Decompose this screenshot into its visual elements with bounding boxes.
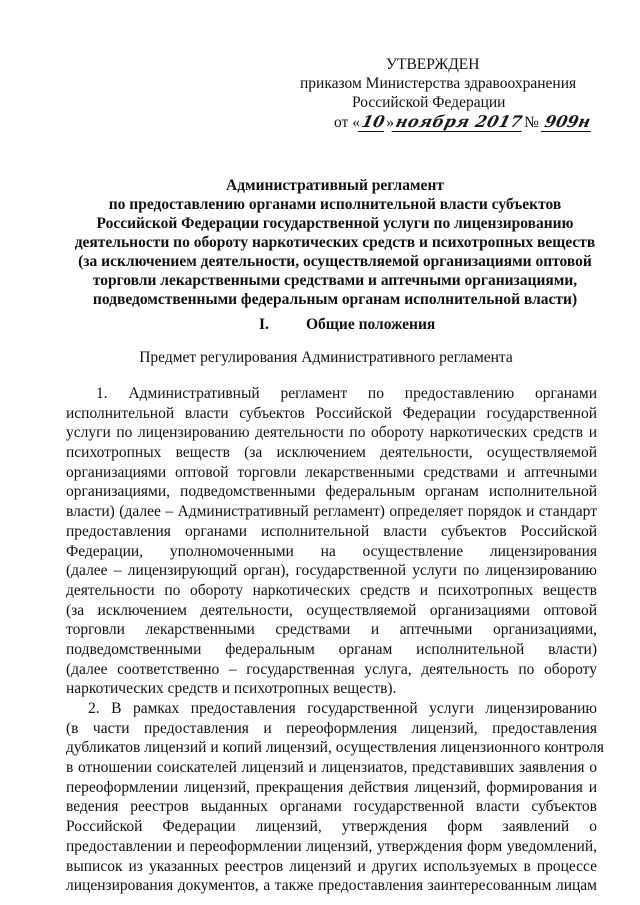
text-line: наркотических средств и психотропных веществ). [66, 680, 397, 698]
date-close: » [386, 114, 394, 131]
number-prefix: № [524, 114, 539, 131]
text-line: предоставлении и переоформлении лицензий, утверждения форм уведомлений, [66, 837, 597, 855]
text-line: в отношении соискателей лицензий и лицензиатов, представивших заявления о [66, 759, 597, 777]
text-line: (за исключением деятельности, осуществляемой организациями оптовой [66, 601, 597, 619]
approval-country-line: Российской Федерации [352, 94, 506, 111]
title-line: деятельности по обороту наркотических средств и психотропных веществ [74, 234, 596, 251]
text-line: исполнительной власти субъектов Российской Федерации государственной [66, 404, 597, 422]
approval-date-line [300, 112, 600, 132]
document-title [60, 176, 610, 309]
text-line: лицензирования документов, а также предоставления заинтересованным лицам [66, 877, 597, 895]
date-prefix: от « [334, 114, 360, 131]
handwritten-month-year: ноября 2017 [391, 112, 526, 132]
paragraph-1 [66, 384, 597, 699]
text-line: ведения реестров выданных органами государственной власти субъектов [66, 798, 597, 816]
section-number: I. [259, 316, 269, 333]
text-line: услуги по лицензированию деятельности по обороту наркотических средств и [66, 424, 597, 442]
body-text [66, 384, 604, 896]
text-line: (в части предоставления и переоформления лицензий, предоставления [66, 719, 597, 737]
text-line: 2. В рамках предоставления государственной услуги лицензированию [88, 700, 597, 717]
approval-stamp [300, 55, 600, 132]
title-line: подведомственными федеральным органам исполнительной власти) [92, 291, 578, 308]
title-line: Административный регламент [226, 177, 444, 194]
approval-order-line: приказом Министерства здравоохранения [300, 75, 577, 92]
subsection-heading: Предмет регулирования Административного регламента [139, 349, 513, 366]
text-line: дубликатов лицензий и копий лицензий, осуществления лицензионного контроля [66, 739, 604, 757]
handwritten-order-number: 909н [541, 112, 595, 132]
text-line: выписок из указанных реестров лицензий и других используемых в процессе [66, 857, 597, 875]
text-line: Российской Федерации лицензий, утверждения форм заявлений о [66, 818, 597, 836]
text-line: подведомственными федеральным органам исполнительной власти) [66, 640, 597, 658]
paragraph-2 [66, 699, 604, 896]
text-line: деятельности по обороту наркотических средств и психотропных веществ [66, 581, 597, 599]
text-line: организациями оптовой торговли лекарственными средствами и аптечными [66, 463, 597, 481]
title-line: торговли лекарственными средствами и аптечными организациями, [92, 272, 578, 289]
approval-title: УТВЕРЖДЕН [386, 56, 480, 73]
text-line: 1. Административный регламент по предоставлению органами [96, 385, 597, 402]
text-line: власти) (далее – Административный регламент) определяет порядок и стандарт [66, 503, 597, 521]
text-line: предоставления органами исполнительной власти субъектов Российской [66, 522, 597, 540]
title-line: по предоставлению органами исполнительной власти субъектов [108, 196, 562, 213]
section-title: Общие положения [306, 316, 436, 333]
text-line: (далее – лицензирующий орган), государственной услуги по лицензированию [66, 562, 597, 580]
title-line: Российской Федерации государственной услуги по лицензированию [96, 215, 574, 232]
handwritten-day: 10 [358, 112, 389, 132]
text-line: организациями, подведомственными федеральным органам исполнительной [66, 483, 597, 501]
text-line: (далее соответственно – государственная услуга, деятельность по обороту [66, 660, 597, 678]
text-line: переоформлении лицензий, прекращения действия лицензий, формирования и [66, 778, 597, 796]
text-line: Федерации, уполномоченными на осуществление лицензирования [66, 542, 597, 560]
title-line: (за исключением деятельности, осуществляемой организациями оптовой [78, 253, 592, 270]
text-line: торговли лекарственными средствами и аптечными организациями, [66, 621, 597, 639]
text-line: психотропных веществ (за исключением деятельности, осуществляемой [66, 444, 597, 462]
